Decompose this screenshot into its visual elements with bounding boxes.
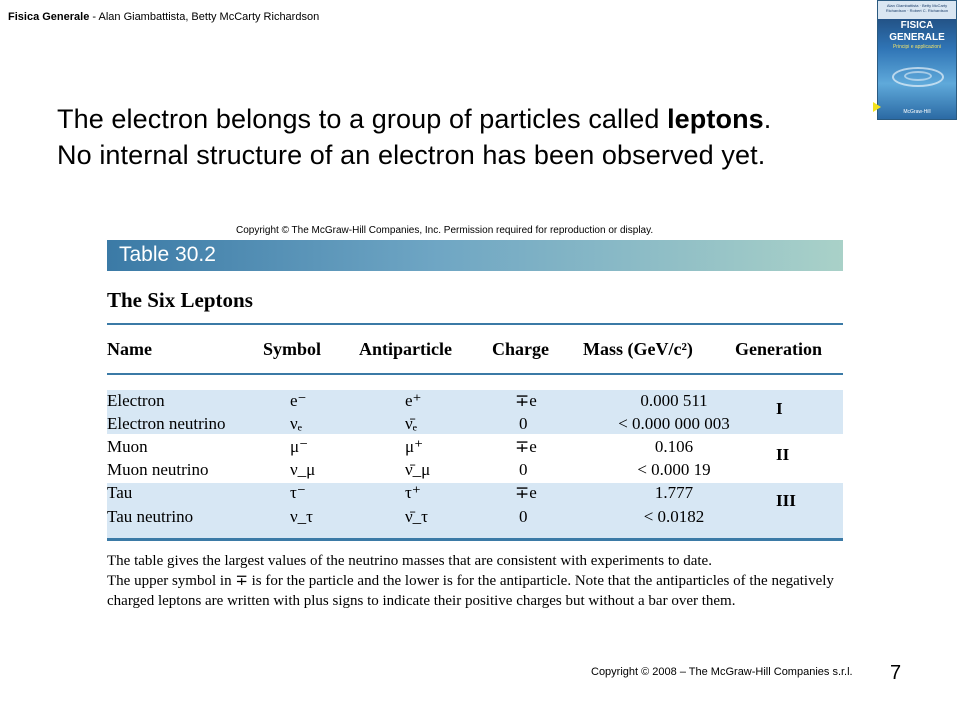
cell-mass: 0.000 511	[640, 391, 708, 410]
header-citation	[8, 11, 319, 23]
table-top-rule	[107, 323, 843, 325]
cell-antiparticle: ν̄_μ	[405, 460, 431, 479]
cell-mass: 1.777	[654, 483, 694, 502]
yellow-arrow-icon	[873, 102, 881, 112]
generation-label: II	[776, 445, 790, 464]
cell-mass: 0.106	[654, 437, 694, 456]
intro-line-1	[57, 101, 771, 137]
cell-charge: ∓e	[515, 437, 537, 456]
cell-name: Tau	[107, 483, 133, 502]
cover-subtitle: Principi e applicazioni	[892, 44, 942, 50]
cell-charge: ∓e	[515, 483, 537, 502]
cell-mass: < 0.000 19	[637, 460, 711, 479]
table-note: The table gives the largest values of the neutrino masses that are consistent with experiments to date.	[107, 553, 712, 569]
cell-antiparticle: ν̄_τ	[405, 507, 429, 526]
table-label: Table 30.2	[119, 243, 216, 266]
table-copyright: Copyright © The McGraw-Hill Companies, Inc. Permission required for reproduction or display.	[236, 225, 654, 236]
cell-name: Electron	[107, 391, 165, 410]
col-header-symbol: Symbol	[263, 339, 322, 359]
cell-antiparticle: e⁺	[405, 391, 422, 410]
col-header-antiparticle: Antiparticle	[359, 339, 452, 359]
generation-label: III	[776, 491, 796, 510]
book-title: Fisica Generale	[8, 11, 90, 23]
cell-antiparticle: μ⁺	[405, 437, 424, 456]
table-bottom-rule	[107, 538, 843, 541]
generation-label: I	[776, 399, 783, 418]
cell-charge: ∓e	[515, 391, 537, 410]
cell-symbol: ν_τ	[290, 507, 314, 526]
table-title: The Six Leptons	[107, 288, 253, 312]
intro-line-2: No internal structure of an electron has been observed yet.	[57, 140, 766, 170]
col-header-charge: Charge	[492, 339, 549, 359]
cell-mass: < 0.000 000 003	[618, 414, 730, 433]
table-note: The upper symbol in ∓ is for the particle and the lower is for the antiparticle. Note that the antiparticles of the negatively charged leptons are written with plus signs to indicate their positive charges but without a bar over them.	[107, 573, 834, 609]
col-header-mass: Mass (GeV/c²)	[583, 339, 693, 359]
cover-authors: Alan Giambattista · Betty McCarty Richardson · Robert C. Richardson	[878, 1, 956, 19]
cell-charge: 0	[519, 460, 528, 479]
page-number: 7	[890, 662, 902, 684]
cell-name: Muon neutrino	[107, 460, 209, 479]
intro-line-1-text: The electron belongs to a group of particles called	[57, 104, 668, 134]
cell-mass: < 0.0182	[643, 507, 705, 526]
cell-symbol: τ⁻	[290, 483, 306, 502]
cell-antiparticle: ν̄ₑ	[405, 414, 418, 433]
col-header-name: Name	[107, 339, 152, 359]
intro-line-1-end: .	[763, 104, 772, 134]
col-header-generation: Generation	[735, 339, 822, 359]
intro-text	[57, 101, 771, 173]
table-notes	[107, 551, 847, 611]
table-label-band	[107, 240, 843, 271]
cell-name: Tau neutrino	[107, 507, 194, 526]
cell-symbol: νₑ	[290, 414, 303, 433]
cell-name: Electron neutrino	[107, 414, 226, 433]
cell-charge: 0	[519, 414, 528, 433]
cell-charge: 0	[519, 507, 528, 526]
cell-symbol: μ⁻	[290, 437, 309, 456]
cell-symbol: e⁻	[290, 391, 307, 410]
book-cover-image	[877, 0, 957, 120]
water-ripple-inner	[904, 71, 932, 81]
cell-antiparticle: τ⁺	[405, 483, 421, 502]
footer-copyright: Copyright © 2008 – The McGraw-Hill Companies s.r.l.	[591, 666, 853, 678]
cover-title-2: GENERALE	[889, 32, 945, 43]
leptons-term: leptons	[667, 104, 764, 134]
cover-publisher: McGraw-Hill	[903, 109, 931, 115]
cell-symbol: ν_μ	[290, 460, 316, 479]
cell-name: Muon	[107, 437, 148, 456]
cover-title-1: FISICA	[900, 20, 934, 31]
book-authors: - Alan Giambattista, Betty McCarty Richardson	[89, 11, 320, 23]
header-rule	[107, 373, 843, 375]
